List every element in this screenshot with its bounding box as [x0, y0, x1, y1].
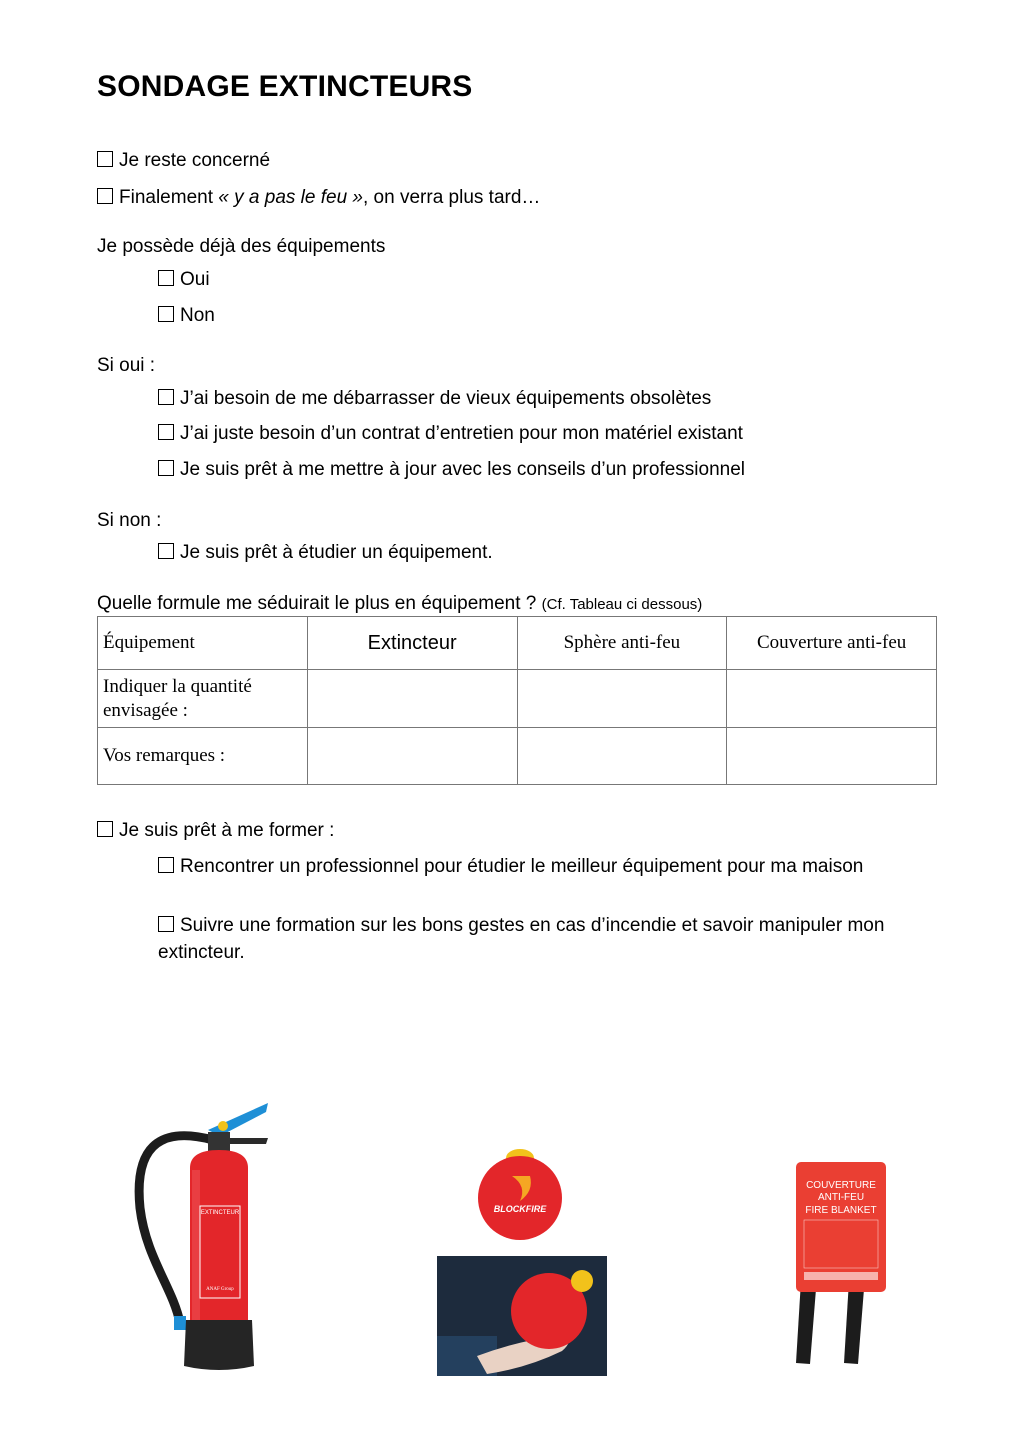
page-title: SONDAGE EXTINCTEURS: [97, 70, 473, 103]
table-header-row: [98, 617, 937, 670]
option-label: J’ai besoin de me débarrasser de vieux équipements obsolètes: [180, 388, 712, 409]
option-label: Je suis prêt à me former :: [119, 820, 335, 841]
cell-remarques-couverture[interactable]: [727, 728, 937, 785]
option-label-prefix: Finalement: [119, 187, 219, 208]
option-rencontrer[interactable]: [158, 853, 878, 880]
header-equipement: Équipement: [98, 617, 308, 670]
checkbox[interactable]: [158, 460, 174, 476]
blanket-line-2: ANTI-FEU: [817, 1192, 865, 1203]
option-label-suffix: , on verra plus tard…: [363, 187, 541, 208]
checkbox[interactable]: [158, 389, 174, 405]
option-obsolete[interactable]: [158, 388, 711, 410]
cell-quantite-couverture[interactable]: [727, 670, 937, 728]
row-label-quantite: Indiquer la quantité envisagée :: [98, 670, 308, 728]
checkbox[interactable]: [158, 543, 174, 559]
if-yes-label: Si oui :: [97, 355, 156, 376]
option-non[interactable]: [158, 305, 215, 327]
sphere-in-hand-photo: [437, 1256, 607, 1376]
sphere-body: [478, 1156, 562, 1240]
option-label: Oui: [180, 269, 210, 290]
header-sphere: Sphère anti-feu: [517, 617, 727, 670]
checkbox[interactable]: [97, 188, 113, 204]
option-former[interactable]: [97, 820, 334, 842]
option-oui[interactable]: [158, 269, 210, 291]
equipment-table: [97, 616, 937, 785]
instructions-footer: [804, 1272, 878, 1280]
option-label: Rencontrer un professionnel pour étudier le meilleur équipement pour ma maison: [180, 856, 864, 877]
formula-question-label: Quelle formule me séduirait le plus en équipement ?: [97, 593, 537, 614]
option-label: Suivre une formation sur les bons gestes en cas d’incendie et savoir manipuler mon extincteur.: [158, 915, 885, 963]
option-contrat[interactable]: [158, 423, 743, 445]
option-mise-a-jour[interactable]: [158, 459, 745, 481]
formula-question-note: (Cf. Tableau ci dessous): [541, 596, 703, 613]
fire-extinguisher-image: [128, 1098, 278, 1373]
hose-nozzle: [174, 1316, 186, 1330]
option-label: Je suis prêt à me mettre à jour avec les conseils d’un professionnel: [180, 459, 745, 480]
blanket-line-1: COUVERTURE: [806, 1180, 876, 1191]
equipment-question: Je possède déjà des équipements: [97, 236, 386, 257]
fire-sphere-image: [472, 1146, 568, 1242]
valve: [208, 1132, 230, 1152]
extinguisher-label-text: EXTINCTEUR: [200, 1210, 240, 1216]
body-highlight: [192, 1170, 200, 1320]
if-no-label: Si non :: [97, 510, 162, 531]
extinguisher-brand-text: ANAF Group: [206, 1287, 234, 1292]
extinguisher-base: [184, 1320, 254, 1370]
cell-remarques-extincteur[interactable]: [307, 728, 517, 785]
option-label: Je suis prêt à étudier un équipement.: [180, 542, 493, 563]
table-row: [98, 728, 937, 785]
checkbox[interactable]: [97, 821, 113, 837]
checkbox[interactable]: [158, 424, 174, 440]
option-etudier[interactable]: [158, 542, 493, 564]
header-couverture: Couverture anti-feu: [727, 617, 937, 670]
option-reste-concerne[interactable]: [97, 150, 270, 172]
cell-quantite-sphere[interactable]: [517, 670, 727, 728]
option-label-italic: « y a pas le feu »: [218, 187, 363, 208]
formula-question: [97, 593, 702, 615]
checkbox[interactable]: [158, 306, 174, 322]
safety-pin: [218, 1121, 228, 1131]
checkbox[interactable]: [97, 151, 113, 167]
cell-remarques-sphere[interactable]: [517, 728, 727, 785]
option-formation[interactable]: [158, 912, 918, 966]
option-label: Je reste concerné: [119, 150, 271, 171]
extinguisher-lever: [208, 1103, 268, 1136]
option-label: Non: [180, 305, 215, 326]
option-label: J’ai juste besoin d’un contrat d’entretien pour mon matériel existant: [180, 423, 743, 444]
sphere-cap: [571, 1270, 593, 1292]
checkbox[interactable]: [158, 857, 174, 873]
sphere-brand-text: BLOCKFIRE: [493, 1204, 547, 1214]
cell-quantite-extincteur[interactable]: [307, 670, 517, 728]
checkbox[interactable]: [158, 270, 174, 286]
fire-blanket-image: [790, 1160, 890, 1370]
row-label-remarques: Vos remarques :: [98, 728, 308, 785]
option-pas-le-feu[interactable]: [97, 187, 540, 209]
header-extincteur: Extincteur: [307, 617, 517, 670]
table-row: [98, 670, 937, 728]
blanket-line-3: FIRE BLANKET: [805, 1205, 877, 1216]
checkbox[interactable]: [158, 916, 174, 932]
